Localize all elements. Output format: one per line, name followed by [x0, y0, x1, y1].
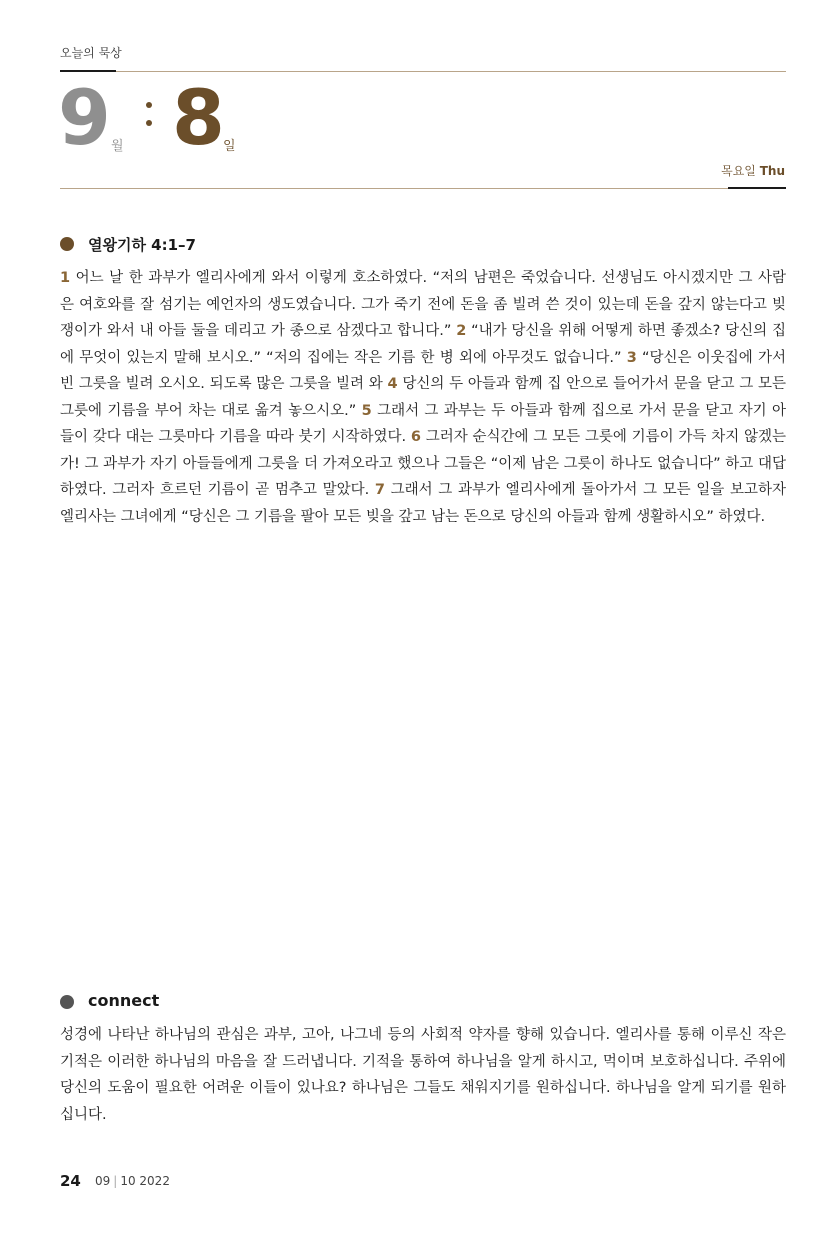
day-unit: 일	[223, 139, 236, 154]
verse-text: “당신은 이웃집에 가서 빈 그릇을 빌려 오시오. 되도록 많은 그릇을 빌려 와	[60, 349, 786, 392]
verse-number: 2	[456, 323, 467, 339]
date-divider	[60, 188, 728, 189]
verse-number: 7	[374, 482, 385, 498]
day-number: 8	[172, 73, 225, 162]
connect-title: connect	[88, 991, 160, 1010]
verse-number: 4	[387, 376, 398, 392]
verse-text: 어느 날 한 과부가 엘리사에게 와서 이렇게 호소하였다. “저의 남편은 죽었습니다. 선생님도 아시겠지만 그 사람은 여호와를 잘 섬기는 예언자의 생도였습니다. 그가 죽기 전에 돈을 좀 빌려 쓴 것이 있는데 돈을 갚지 않는다고 빚쟁이가 와서 내 아들 둘을 데리고 가 종으로 삼겠다고 합니다.”	[60, 270, 786, 339]
verse-text: 그래서 그 과부는 두 아들과 함께 집으로 가서 문을 닫고 자기 아들이 갖다 대는 그릇마다 기름을 따라 붓기 시작하였다.	[60, 402, 786, 445]
connect-bullet-icon	[60, 995, 74, 1009]
header-divider	[116, 71, 786, 72]
issue-month: 09	[95, 1174, 111, 1188]
issue-info: 09 | 10 2022	[95, 1174, 170, 1188]
date-colon	[146, 102, 154, 138]
verse-number: 5	[361, 402, 372, 419]
section-label-underline	[60, 70, 116, 72]
verse-text: “내가 당신을 위해 어떻게 하면 좋겠소? 당신의 집에 무엇이 있는지 말해 보시오.” “저의 집에는 작은 기름 한 병 외에 아무것도 없습니다.”	[60, 323, 786, 366]
month-unit: 월	[111, 139, 124, 154]
month-number: 9	[58, 73, 111, 162]
verse-number: 6	[410, 429, 421, 445]
scripture-bullet-icon	[60, 237, 74, 251]
issue-date: 10 2022	[120, 1174, 170, 1188]
weekday	[721, 162, 785, 179]
section-label: 오늘의 묵상	[60, 46, 122, 60]
verse-number: 3	[626, 349, 637, 366]
page-number: 24	[60, 1172, 81, 1190]
verse-number: 1	[60, 270, 71, 286]
verse-text: 그러자 순식간에 그 모든 그릇에 기름이 가득 차지 않겠는가! 그 과부가 자기 아들들에게 그릇을 더 가져오라고 했으나 그들은 “이제 남은 그릇이 하나도 없습니다” 하고 대답하였다. 그러자 흐르던 기름이 곧 멈추고 말았다.	[60, 429, 786, 498]
weekday-en: Thu	[759, 164, 785, 178]
weekday-ko: 목요일	[721, 164, 756, 178]
connect-text: 성경에 나타난 하나님의 관심은 과부, 고아, 나그네 등의 사회적 약자를 향해 있습니다. 엘리사를 통해 이루신 작은 기적은 이러한 하나님의 마음을 잘 드러냅니다. 기적을 통하여 하나님을 알게 하시고, 먹이며 보호하십니다. 주위에 당신의 도움이 필요한 어려운 이들이 있나요? 하나님은 그들도 채워지기를 원하십니다. 하나님을 알게 되기를 원하십니다.	[60, 1027, 786, 1123]
scripture-reference: 열왕기하 4:1–7	[88, 236, 196, 254]
weekday-underline	[728, 187, 786, 189]
verse-text: 그래서 그 과부가 엘리사에게 돌아가서 그 모든 일을 보고하자 엘리사는 그녀에게 “당신은 그 기름을 팔아 모든 빚을 갚고 남는 돈으로 당신의 아들과 함께 생활하시오” 하였다.	[60, 482, 786, 525]
verse-text: 당신의 두 아들과 함께 집 안으로 들어가서 문을 닫고 그 모든 그릇에 기름을 부어 차는 대로 옮겨 놓으시오.”	[60, 376, 786, 419]
scripture-passage	[60, 265, 786, 530]
